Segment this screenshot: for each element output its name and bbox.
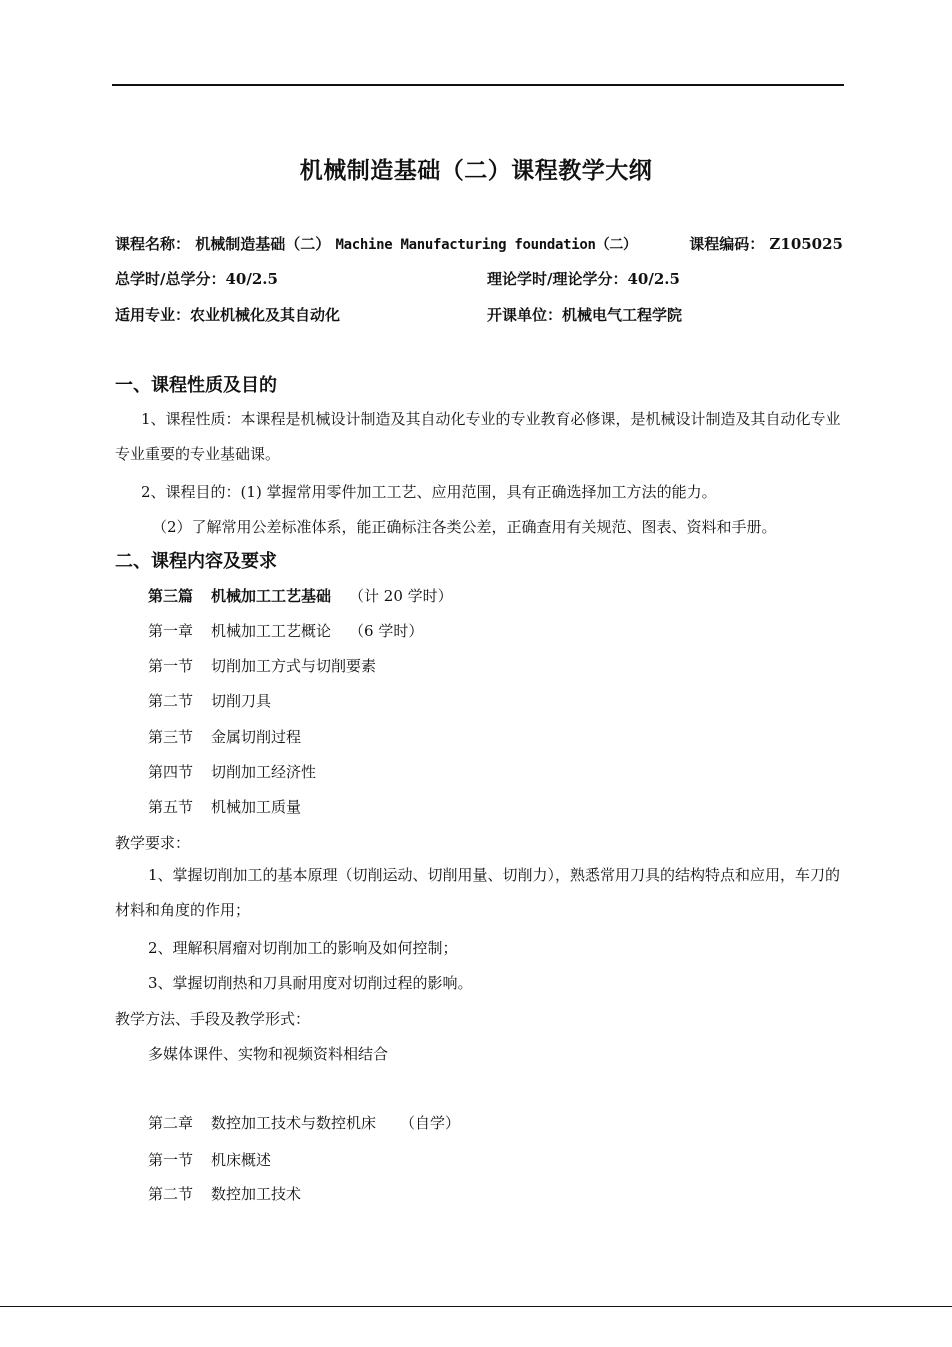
chapter1-heading <box>148 620 423 641</box>
section-label: 第二节 <box>148 1185 194 1203</box>
part-heading <box>148 585 453 606</box>
course-purpose-2: （2）了解常用公差标准体系，能正确标注各类公差，正确查用有关规范、图表、资料和手册。 <box>152 518 777 536</box>
hours-row <box>115 268 843 289</box>
section-title: 数控加工技术 <box>211 1185 302 1203</box>
section2-heading: 二、课程内容及要求 <box>115 551 277 572</box>
chapter2-section-2 <box>148 1183 301 1204</box>
section-label: 第三节 <box>148 728 194 746</box>
course-name-label: 课程名称： <box>115 235 191 253</box>
teaching-requirements-label: 教学要求： <box>115 834 191 852</box>
course-name-row <box>115 233 843 254</box>
requirement-3: 3、掌握切削热和刀具耐用度对切削过程的影响。 <box>148 974 473 992</box>
section-title: 切削刀具 <box>211 692 272 710</box>
teaching-method-label: 教学方法、手段及教学形式： <box>115 1010 311 1028</box>
course-name-en: Machine Manufacturing foundation（二） <box>335 237 637 253</box>
section-title: 金属切削过程 <box>211 728 302 746</box>
section-title: 机床概述 <box>211 1151 272 1169</box>
total-hours: 总学时/总学分：40/2.5 <box>115 270 278 288</box>
course-nature: 1、课程性质：本课程是机械设计制造及其自动化专业的专业教育必修课，是机械设计制造及其自动化专业专业重要的专业基础课。 <box>115 410 841 463</box>
part-label: 第三篇 <box>148 587 194 605</box>
course-name-cn: 机械制造基础（二） <box>195 235 331 253</box>
department: 开课单位：机械电气工程学院 <box>487 306 683 324</box>
chapter1-title: 机械加工工艺概论 <box>211 622 332 640</box>
teaching-method: 多媒体课件、实物和视频资料相结合 <box>148 1045 389 1063</box>
part-title: 机械加工工艺基础 <box>211 587 332 605</box>
requirement-2: 2、理解积屑瘤对切削加工的影响及如何控制； <box>148 939 458 957</box>
applicable-major: 适用专业：农业机械化及其自动化 <box>115 306 341 324</box>
section-title: 切削加工方式与切削要素 <box>211 657 377 675</box>
document-title: 机械制造基础（二）课程教学大纲 <box>299 157 653 184</box>
section-label: 第一节 <box>148 1151 194 1169</box>
header-rule <box>112 84 844 86</box>
chapter2-title: 数控加工技术与数控机床 <box>211 1114 377 1132</box>
chapter1-section-5 <box>148 796 301 817</box>
course-code: 课程编码： Z105025 <box>689 235 843 253</box>
section-title: 机械加工质量 <box>211 798 302 816</box>
chapter2-label: 第二章 <box>148 1114 194 1132</box>
theory-hours: 理论学时/理论学分：40/2.5 <box>487 270 680 288</box>
chapter1-section-4 <box>148 761 316 782</box>
section-label: 第四节 <box>148 763 194 781</box>
chapter1-hours: （6 学时） <box>349 622 424 640</box>
chapter1-section-2 <box>148 690 271 711</box>
chapter1-section-3 <box>148 726 301 747</box>
chapter2-heading <box>148 1112 460 1133</box>
chapter2-section-1 <box>148 1149 271 1170</box>
course-purpose-1: 2、课程目的：(1) 掌握常用零件加工工艺、应用范围，具有正确选择加工方法的能力。 <box>141 483 717 501</box>
chapter2-hours: （自学） <box>400 1114 461 1132</box>
major-row <box>115 304 843 325</box>
chapter1-section-1 <box>148 655 376 676</box>
part-hours: （计 20 学时） <box>349 587 453 605</box>
chapter1-label: 第一章 <box>148 622 194 640</box>
footer-rule <box>0 1306 952 1307</box>
section1-heading: 一、课程性质及目的 <box>115 375 277 396</box>
section-label: 第二节 <box>148 692 194 710</box>
section-title: 切削加工经济性 <box>211 763 317 781</box>
section-label: 第五节 <box>148 798 194 816</box>
requirement-1: 1、掌握切削加工的基本原理（切削运动、切削用量、切削力），熟悉常用刀具的结构特点和应用，车刀的材料和角度的作用； <box>115 866 841 919</box>
section-label: 第一节 <box>148 657 194 675</box>
